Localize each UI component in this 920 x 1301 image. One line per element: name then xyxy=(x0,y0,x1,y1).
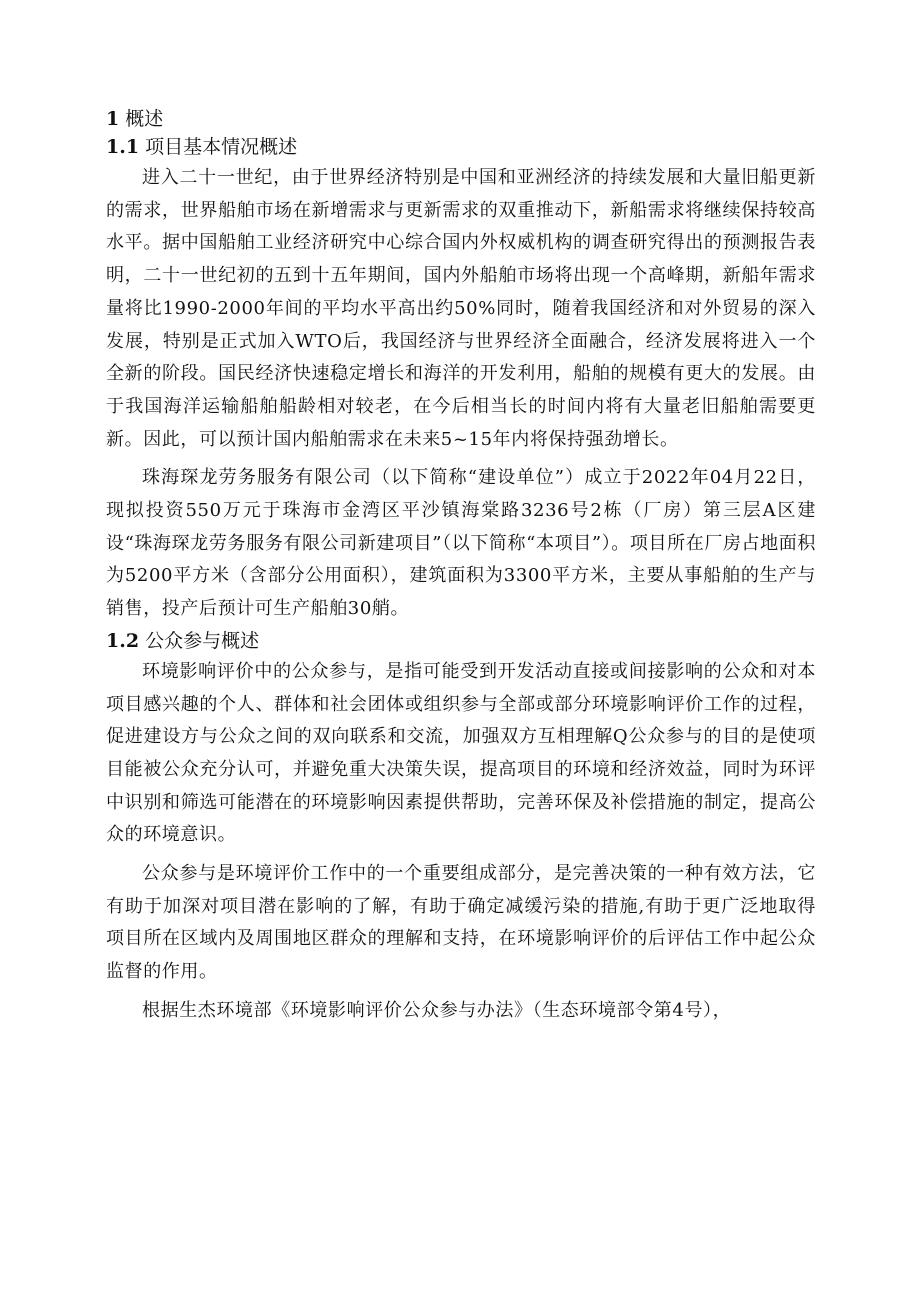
section-number: 1.1 xyxy=(106,136,140,158)
section-number: 1 xyxy=(106,108,120,130)
document-page xyxy=(106,106,816,1028)
section-heading-1 xyxy=(106,106,816,132)
section-heading-1-1 xyxy=(106,132,816,162)
paragraph-project-info: 珠海琛龙劳务服务有限公司（以下简称“建设单位”）成立于2022年04月22日，现拟投资550万元于珠海市金湾区平沙镇海棠路3236号2栋（厂房）第三层A区建设“珠海琛龙劳务服务有限公司新建项目”（以下简称“本项目”）。项目所在厂房占地面积为5200平方米（含部分公用面积），建筑面积为3300平方米，主要从事船舶的生产与销售，投产后预计可生产船舶30艄。 xyxy=(106,467,816,620)
paragraph-market-background: 进入二十一世纪，由于世界经济特别是中国和亚洲经济的持续发展和大量旧船更新的需求，世界船舶市场在新增需求与更新需求的双重推动下，新船需求将继续保持较高水平。据中国船舶工业经济研究中心综合国内外权威机构的调查研究得出的预测报告表明，二十一世纪初的五到十五年期间，国内外船舶市场将出现一个高峰期，新船年需求量将比1990-2000年间的平均水平高出约50%同时，随着我国经济和对外贸易的深入发展，特别是正式加入WTO后，我国经济与世界经济全面融合，经济发展将进入一个全新的阶段。国民经济快速稳定增长和海洋的开发利用，船舶的规模有更大的发展。由于我国海洋运输船舶船龄相对较老，在今后相当长的时间内将有大量老旧船舶需要更新。因此，可以预计国内船舶需求在未来5~15年内将保持强劲增长。 xyxy=(106,167,816,450)
section-heading-1-2 xyxy=(106,626,816,656)
section-title: 项目基本情况概述 xyxy=(145,136,298,158)
paragraph-public-participation-definition: 环境影响评价中的公众参与，是指可能受到开发活动直接或间接影响的公众和对本项目感兴趣的个人、群体和社会团体或组织参与全部或部分环境影响评价工作的过程，促进建设方与公众之间的双向联系和交流，加强双方互相理解Q公众参与的目的是使项目能被公众充分认可，并避免重大决策失误，提高项目的环境和经济效益，同时为环评中识别和筛选可能潜在的环境影响因素提供帮助，完善环保及补偿措施的制定，提高公众的环境意识。 xyxy=(106,660,816,846)
paragraph-regulation-basis: 根据生杰环境部《环境影响评价公众参与办法》（生态环境部令第4号）， xyxy=(142,999,732,1021)
section-title: 概述 xyxy=(125,108,164,130)
section-title: 公众参与概述 xyxy=(145,629,260,652)
paragraph-public-participation-importance: 公众参与是环境评价工作中的一个重要组成部分，是完善决策的一种有效方法，它有助于加深对项目潜在影响的了解，有助于确定减缓污染的措施,有助于更广泛地取得项目所在区域内及周围地区群众的理解和支持，在环境影响评价的后评估工作中起公众监督的作用。 xyxy=(106,863,816,983)
section-number: 1.2 xyxy=(106,629,140,652)
